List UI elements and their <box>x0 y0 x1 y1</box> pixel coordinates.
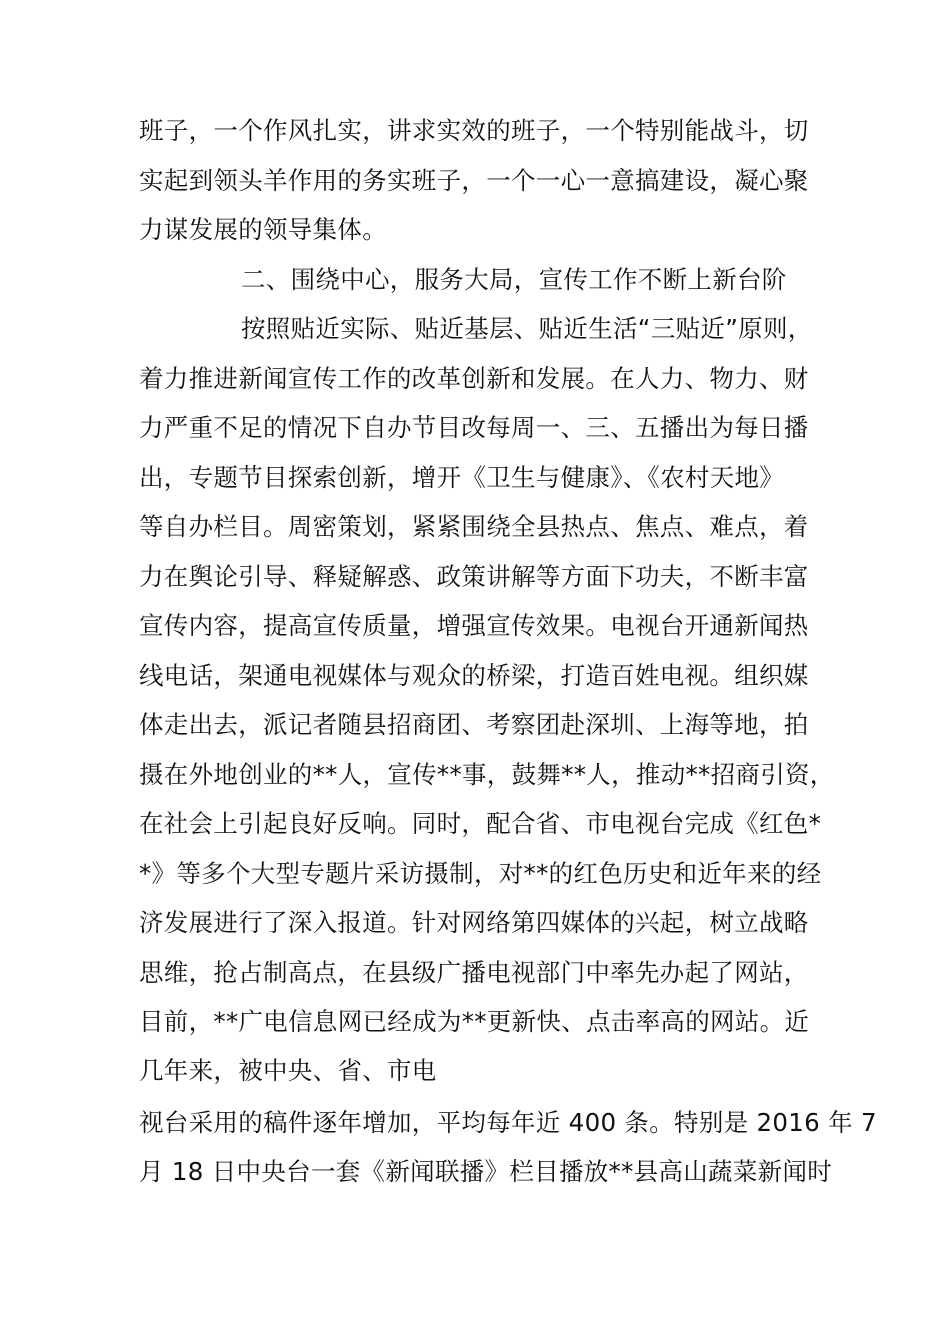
body-text-line: 力在舆论引导、释疑解惑、政策讲解等方面下功夫，不断丰富 <box>139 562 809 591</box>
body-text-line: 力谋发展的领导集体。 <box>139 215 387 244</box>
body-text-line: 实起到领头羊作用的务实班子，一个一心一意搞建设，凝心聚 <box>139 166 809 195</box>
body-text-line: 摄在外地创业的**人，宣传**事，鼓舞**人，推动**招商引资， <box>139 760 835 789</box>
body-text-line: 班子，一个作风扎实，讲求实效的班子，一个特别能战斗，切 <box>139 116 809 145</box>
body-text-line: 济发展进行了深入报道。针对网络第四媒体的兴起，树立战略 <box>139 908 809 937</box>
body-text-line: 等自办栏目。周密策划，紧紧围绕全县热点、焦点、难点，着 <box>139 512 809 541</box>
body-text-line: 宣传内容，提高宣传质量，增强宣传效果。电视台开通新闻热 <box>139 611 809 640</box>
body-text-line: *》等多个大型专题片采访摄制，对**的红色历史和近年来的经 <box>139 859 822 888</box>
section-heading: 二、围绕中心，服务大局，宣传工作不断上新台阶 <box>241 265 787 294</box>
body-text-line: 体走出去，派记者随县招商团、考察团赴深圳、上海等地，拍 <box>139 710 809 739</box>
body-text-line: 着力推进新闻宣传工作的改革创新和发展。在人力、物力、财 <box>139 364 809 393</box>
body-text-line: 在社会上引起良好反响。同时，配合省、市电视台完成《红色* <box>139 809 822 838</box>
body-text-line: 出，专题节目探索创新，增开《卫生与健康》、《农村天地》 <box>139 463 785 492</box>
paragraph-first-line: 按照贴近实际、贴近基层、贴近生活“三贴近”原则， <box>241 314 813 343</box>
body-text-line: 思维，抢占制高点，在县级广播电视部门中率先办起了网站， <box>139 958 809 987</box>
body-text-line: 线电话，架通电视媒体与观众的桥梁，打造百姓电视。组织媒 <box>139 661 809 690</box>
body-text-line: 视台采用的稿件逐年增加，平均每年近 400 条。特别是 2016 年 7 <box>139 1108 877 1137</box>
body-text-line: 月 18 日中央台一套《新闻联播》栏目播放**县高山蔬菜新闻时 <box>139 1157 833 1186</box>
body-text-line: 目前，**广电信息网已经成为**更新快、点击率高的网站。近 <box>139 1007 810 1036</box>
body-text-line: 力严重不足的情况下自办节目改每周一、三、五播出为每日播 <box>139 413 809 442</box>
body-text-line: 几年来，被中央、省、市电 <box>139 1056 437 1085</box>
